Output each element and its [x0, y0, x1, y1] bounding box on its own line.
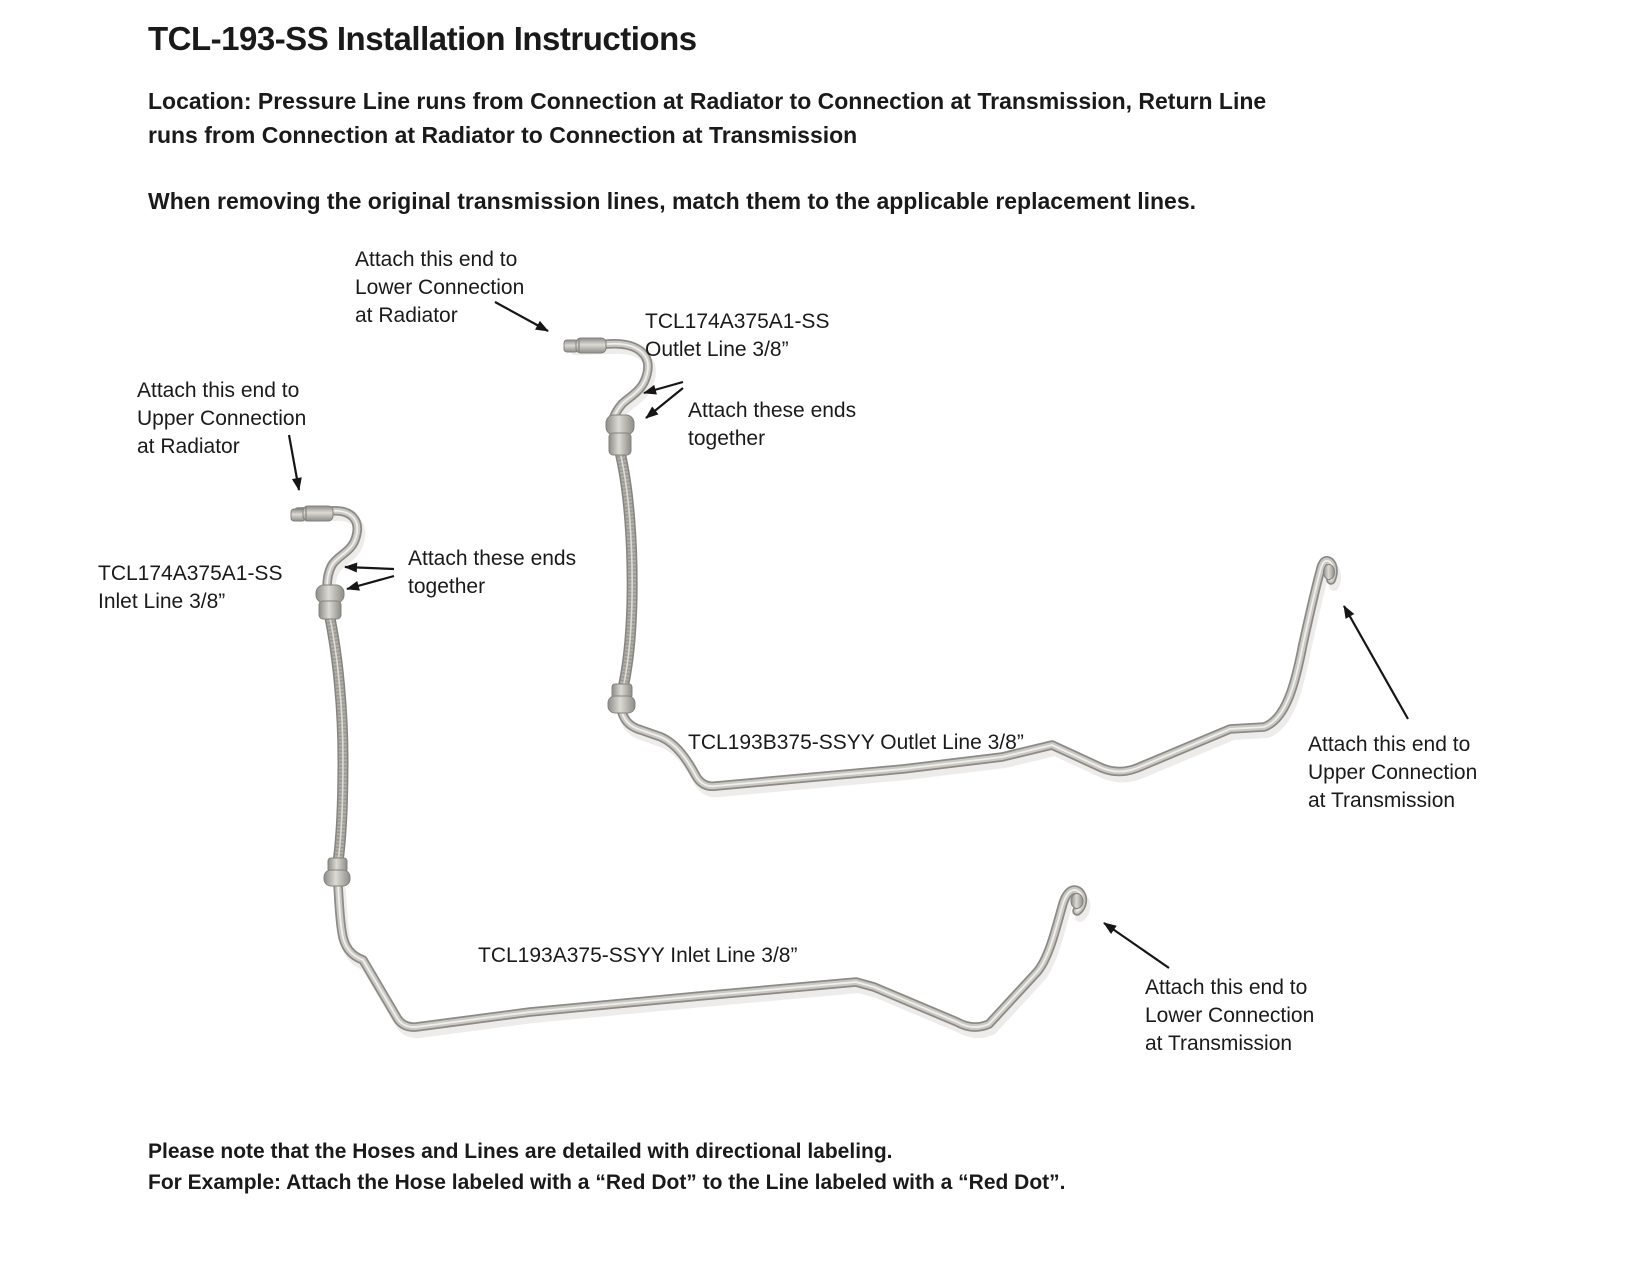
text-line: Lower Connection	[1145, 1004, 1315, 1027]
text-line: Attach these ends	[408, 547, 577, 570]
callout-attach-ends-together-inlet	[408, 545, 576, 601]
text-line: at Transmission	[1145, 1032, 1293, 1055]
text-line: Outlet Line 3/8”	[645, 338, 789, 361]
text-line: TCL193A375-SSYY Inlet Line 3/8”	[478, 944, 798, 967]
part-label-inlet-line	[478, 942, 797, 970]
page-title: TCL-193-SS Installation Instructions	[148, 20, 697, 57]
callout-upper-connection-transmission	[1308, 731, 1477, 815]
text-line: TCL174A375A1-SS	[645, 310, 830, 333]
text-line: Please note that the Hoses and Lines are detailed with directional labeling.	[148, 1140, 893, 1163]
callout-upper-connection-radiator	[137, 377, 306, 461]
callout-attach-ends-together-outlet	[688, 397, 856, 453]
callout-lower-connection-radiator	[355, 246, 524, 330]
text-line: Lower Connection	[355, 276, 525, 299]
text-line: For Example: Attach the Hose labeled with a “Red Dot” to the Line labeled with a “Red Dot”.	[148, 1171, 1066, 1194]
inlet-line-flare-tip	[1071, 894, 1083, 909]
text-line: TCL174A375A1-SS	[98, 562, 283, 585]
part-label-inlet-hose	[98, 560, 282, 616]
arrow-to-lower-transmission-end	[1104, 923, 1169, 968]
text-line: runs from Connection at Radiator to Connection at Transmission	[148, 122, 858, 148]
outlet-hose-crimp-fitting-upper	[606, 415, 634, 455]
arrow-attach-outlet-ends-2	[646, 388, 683, 418]
outlet-hose-crimp-fitting-lower	[608, 684, 635, 713]
text-line: together	[688, 427, 766, 450]
text-line: Attach this end to	[355, 248, 518, 271]
text-line: together	[408, 575, 486, 598]
location-paragraph	[148, 84, 1266, 152]
text-line: Attach this end to	[1308, 733, 1471, 756]
arrow-attach-inlet-ends-1	[345, 567, 394, 569]
outlet-hose-barb-end	[564, 338, 606, 353]
text-line: Upper Connection	[1308, 761, 1478, 784]
outlet-line-flare-tip	[1324, 565, 1335, 580]
text-line: Attach these ends	[688, 399, 857, 422]
text-line: at Radiator	[355, 304, 458, 327]
text-line: at Radiator	[137, 435, 240, 458]
text-line: at Transmission	[1308, 789, 1456, 812]
part-label-outlet-hose	[645, 308, 829, 364]
text-line: Inlet Line 3/8”	[98, 590, 226, 613]
arrow-to-upper-transmission-end	[1344, 606, 1408, 719]
text-line: Location: Pressure Line runs from Connection at Radiator to Connection at Transmission, Return Line	[148, 88, 1267, 114]
callout-lower-connection-transmission	[1145, 974, 1314, 1058]
text-line: Attach this end to	[137, 379, 300, 402]
text-line: Upper Connection	[137, 407, 307, 430]
removal-note: When removing the original transmission lines, match them to the applicable replacement lines.	[148, 188, 1197, 214]
outlet-hose-and-line-tube	[564, 338, 1335, 786]
arrow-attach-inlet-ends-2	[347, 576, 394, 589]
inlet-hose-crimp-fitting-upper	[316, 585, 344, 619]
text-line: Attach this end to	[1145, 976, 1308, 999]
part-label-outlet-line	[688, 729, 1024, 757]
directional-labeling-note	[148, 1136, 1066, 1198]
text-line: TCL193B375-SSYY Outlet Line 3/8”	[688, 731, 1024, 754]
inlet-hose-crimp-fitting-lower	[324, 858, 350, 886]
